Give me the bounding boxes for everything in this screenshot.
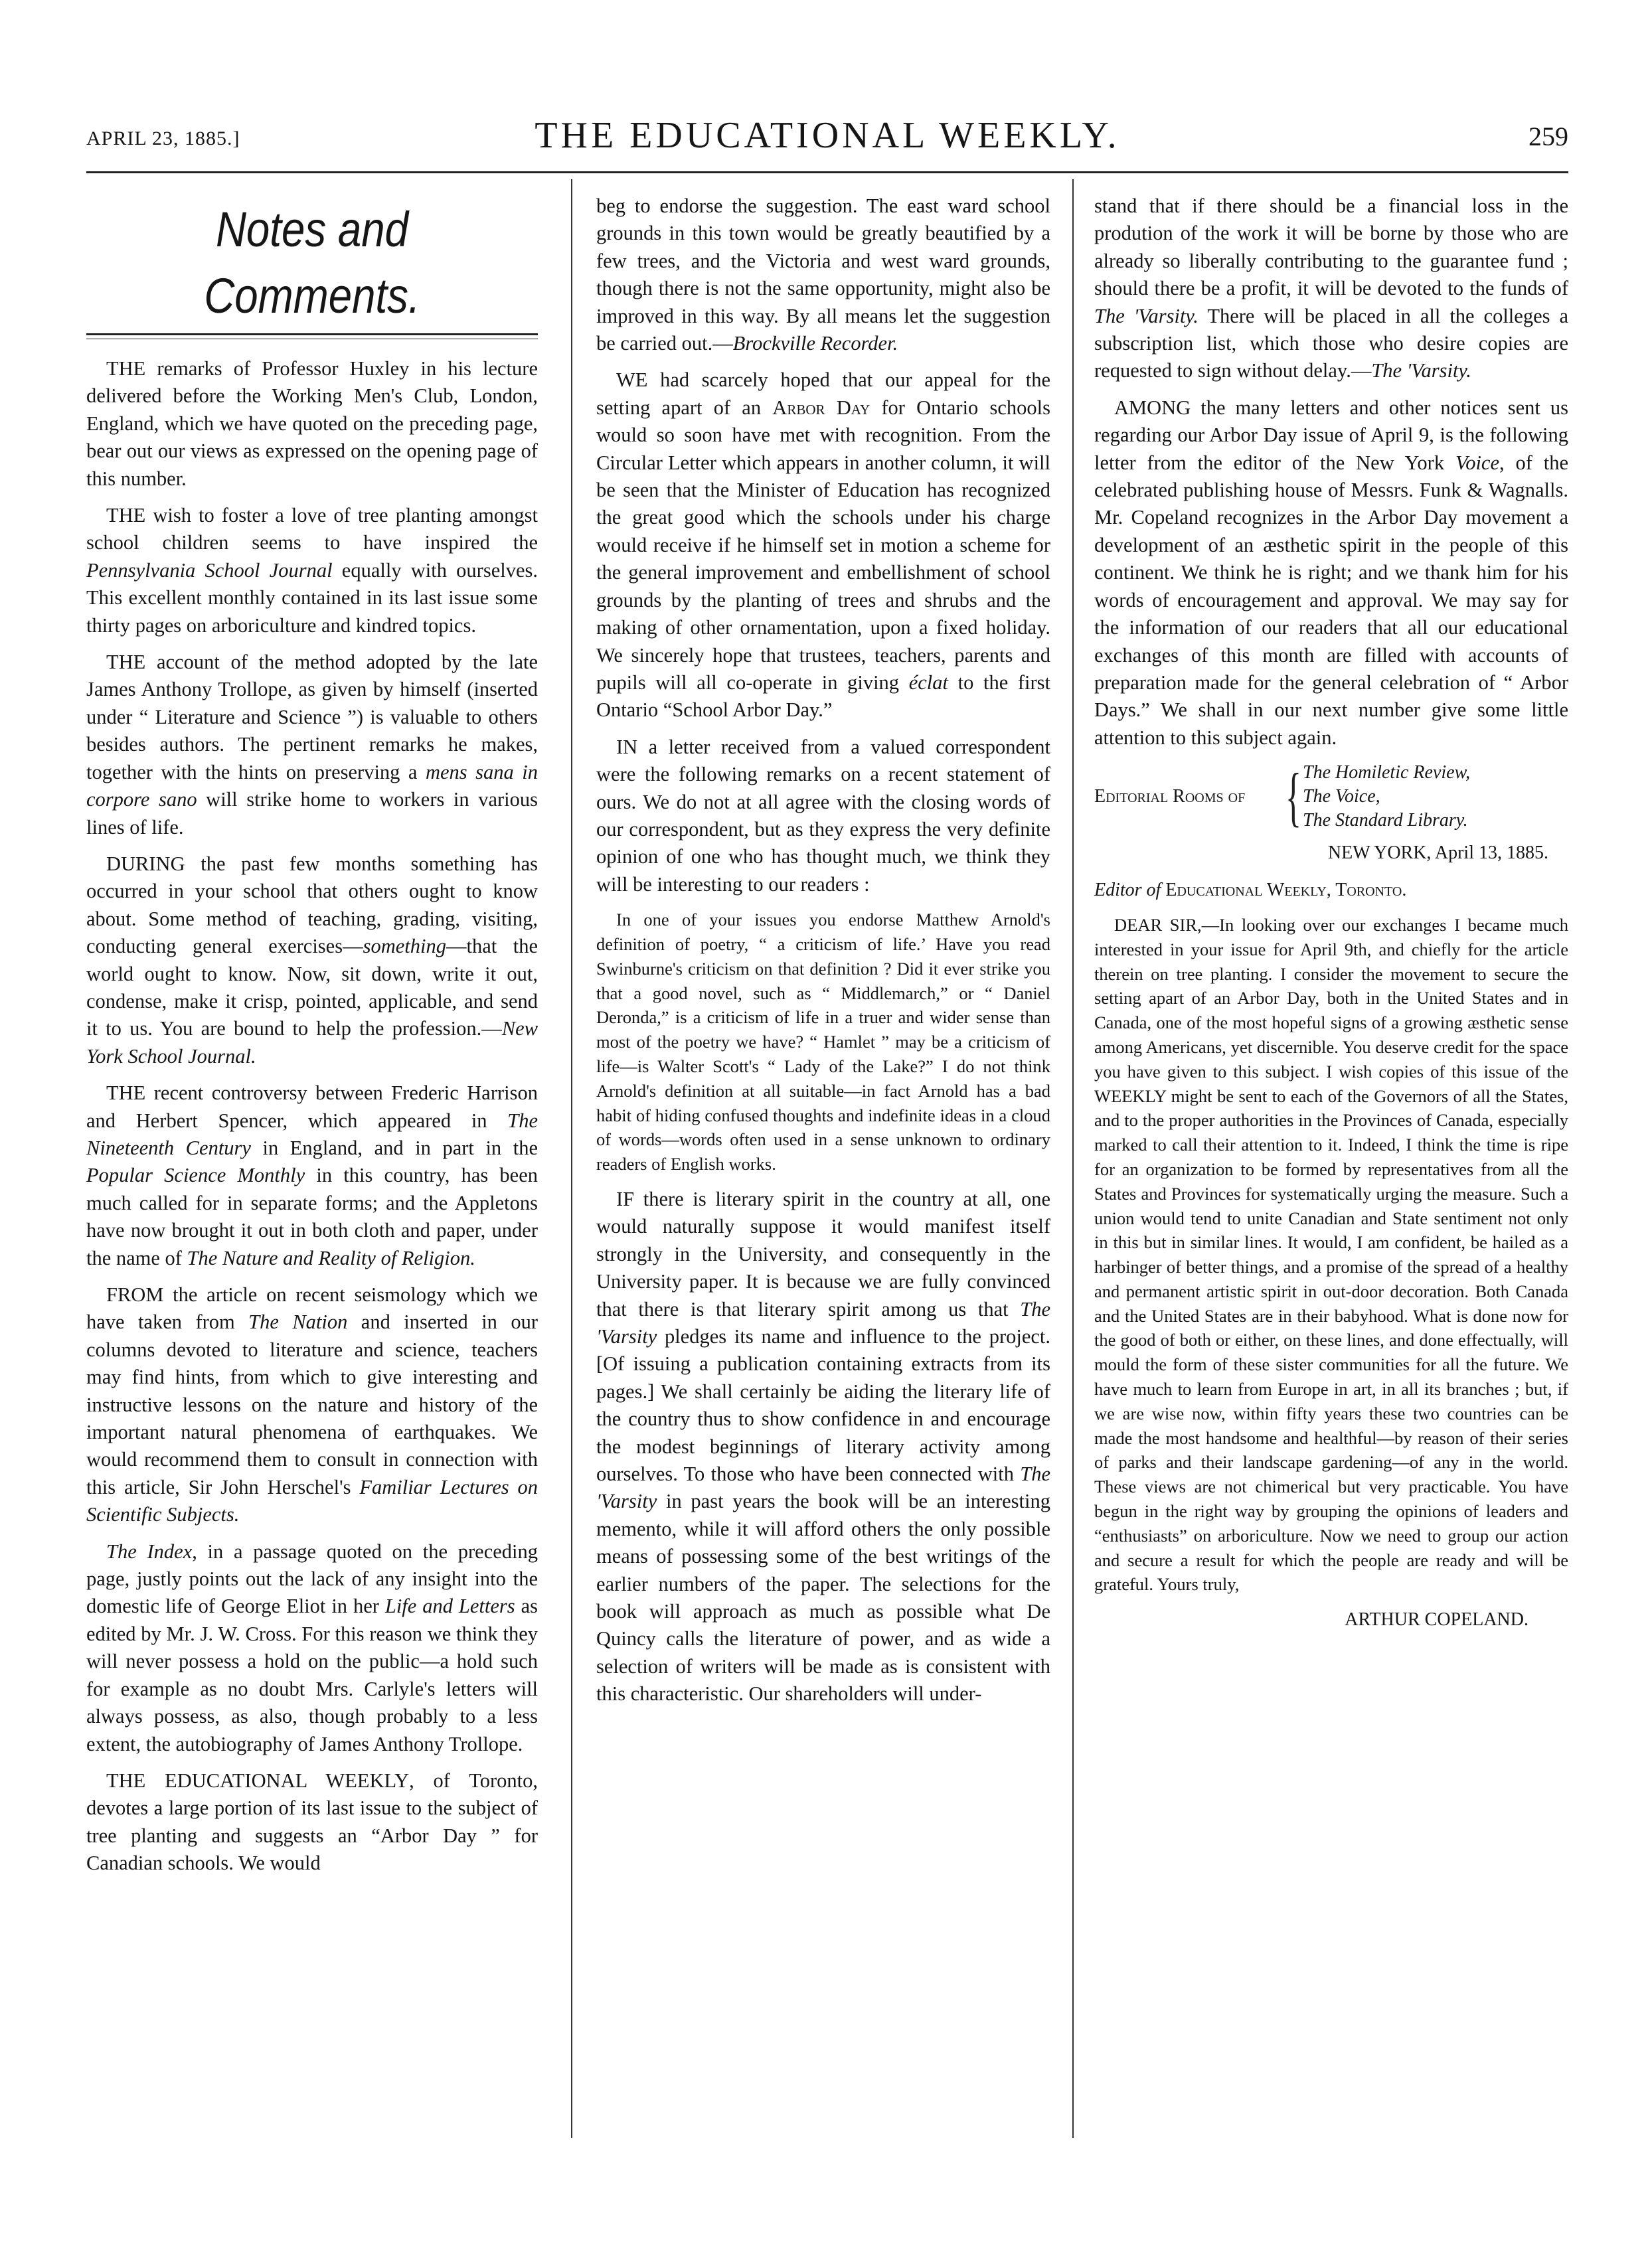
quoted-letter [596,908,1050,1176]
brace-icon: { [1285,760,1301,834]
letterhead-item: The Voice, [1303,786,1380,807]
paragraph: IN a letter received from a valued correspondent were the following remarks on a recent statement of ours. We do not at all agree with the closing words of our correspondent, but as they express the very definite opinion of one who has thought much, we think they will be interesting to our readers : [596,735,1050,896]
title-rule [86,333,538,339]
letterhead-item: The Homiletic Review, [1303,762,1471,783]
paragraph: DURING the past few months something has occurred in your school that others ought to know about. Some method of teaching, grading, visiting, conducting general exercises—something—that the world ought to know. Now, sit down, write it out, condense, make it crisp, pointed, applicable, and send it to us. You are bound to help the profession.—New York School Journal. [86,852,538,1068]
paragraph: WE had scarcely hoped that our appeal for the setting apart of an Arbor Day for Ontario schools would so soon have met with recognition. From the Circular Letter which appears in another column, it will be seen that the Minister of Education has recognized the great good which the schools under his charge would receive if he himself set in motion a scheme for the general improvement and embellishment of school grounds by the planting of trees and shrubs and the making of other ornamentation, upon a fixed holiday. We sincerely hope that trustees, teachers, parents and pupils will all co-operate in giving éclat to the first Ontario “School Arbor Day.” [596,368,1050,722]
paragraph: beg to endorse the suggestion. The east ward school grounds in this town would be greatly beautified by a few trees, and the Victoria and west ward grounds, though there is not the same opportunity, might also be improved in this way. By all means let the suggestion be carried out.—Brockville Recorder. [596,195,1050,355]
column-3 [1094,193,1568,1634]
header-rule [86,171,1568,173]
column-2 [596,193,1050,1718]
quote-text: In one of your issues you endorse Matthew Arnold's definition of poetry, “ a criticism of life.’ Have you read Swinburne's criticism on that definition ? Did it ever strike you that a good novel, such as “ Middlemarch,” or “ Daniel Deronda,” is a criticism of life in a truer and wider sense than most of the poetry we have? “ Hamlet ” may be a criticism of life—is Walter Scott's “ Lady of the Lake?” I do not think Arnold's definition at all suitable—in fact Arnold has a bad habit of hiding confused thoughts and indefinite ideas in a cloud of words—words often used in a sense unknown to ordinary readers of English works. [596,910,1050,1174]
paragraph: THE EDUCATIONAL WEEKLY, of Toronto, devotes a large portion of its last issue to the subject of tree planting and suggests an “Arbor Day ” for Canadian schools. We would [86,1769,538,1875]
letter-dateline: NEW YORK, April 13, 1885. [1327,842,1548,864]
column-divider [571,179,572,2138]
section-title: Notes and Comments. [204,202,420,323]
letter-body [1094,913,1568,1597]
paragraph: THE remarks of Professor Huxley in his lecture delivered before the Working Men's Club, London, England, which we have quoted on the preceding page, bear out our views as expressed on the opening page of this number. [86,357,538,490]
letter-addressee: Editor of Educational Weekly, Toronto. [1094,879,1407,900]
paragraph: THE account of the method adopted by the late James Anthony Trollope, as given by himself (inserted under “ Literature and Science ”) is valuable to others besides authors. The pertinent remarks he makes, together with the hints on preserving a mens sana in corpore sano will strike home to workers in various lines of life. [86,651,538,839]
issue-date: APRIL 23, 1885.] [86,127,240,149]
letterhead-list [1303,761,1470,833]
paragraph: THE wish to foster a love of tree planting amongst school children seems to have inspired the Pennsylvania School Journal equally with ourselves. This excellent monthly contained in its last issue some thirty pages on arboriculture and kindred topics. [86,504,538,637]
paragraph: The Index, in a passage quoted on the preceding page, justly points out the lack of any insight into the domestic life of George Eliot in her Life and Letters as edited by Mr. J. W. Cross. For this reason we think they will never possess a hold on the public—a hold such for example as no doubt Mrs. Carlyle's letters will always possess, as also, though probably to a less extent, the autobiography of James Anthony Trollope. [86,1540,538,1755]
paragraph: IF there is literary spirit in the country at all, one would naturally suppose it would manifest itself strongly in the University, and consequently in the University paper. It is because we are fully convinced that there is that literary spirit among us that The 'Varsity pledges its name and influence to the project. [Of issuing a publication containing extracts from its pages.] We shall certainly be aiding the literary life of the country thus to show confidence in and encourage the modest beginnings of literary activity among ourselves. To those who have been connected with The 'Varsity in past years the book will be an interesting memento, while it will afford others the only possible means of possessing some of the best writings of the earlier numbers of the paper. The selections for the book will approach as much as possible what De Quincy calls the literature of power, and as wide a selection of writers will be made as is consistent with this characteristic. Our shareholders will under- [596,1187,1050,1706]
page-header [86,114,1568,167]
letterhead-item: The Standard Library. [1303,810,1468,831]
letterhead [1094,761,1568,833]
publication-title: THE EDUCATIONAL WEEKLY. [535,115,1120,156]
letter-signature: ARTHUR COPELAND. [1345,1609,1528,1631]
paragraph: stand that if there should be a financial loss in the prodution of the work it will be borne by those who are already so liberally contributing to the guarantee fund ; should there be a profit, it will be devoted to the funds of The 'Varsity. There will be placed in all the colleges a subscription list, which those who desire copies are requested to sign without delay.—The 'Varsity. [1094,195,1568,382]
letterhead-label: Editorial Rooms of [1094,786,1246,807]
column-divider [1072,179,1074,2138]
column-1 [86,193,538,1887]
paragraph: FROM the article on recent seismology which we have taken from The Nation and inserted in our columns devoted to literature and science, teachers may find hints, from which to give interesting and instructive lessons on the nature and history of the important natural phenomena of earthquakes. We would recommend them to consult in connection with this article, Sir John Herschel's Familiar Lectures on Scientific Subjects. [86,1283,538,1526]
paragraph: THE recent controversy between Frederic Harrison and Herbert Spencer, which appeared in The Nineteenth Century in England, and in part in the Popular Science Monthly in this country, has been much called for in separate forms; and the Appletons have now brought it out in both cloth and paper, under the name of The Nature and Reality of Religion. [86,1082,538,1269]
page-number: 259 [1528,121,1568,151]
letter-text: DEAR SIR,—In looking over our exchanges I became much interested in your issue for April 9th, and chiefly for the article therein on tree planting. I consider the movement to secure the setting apart of an Arbor Day, both in the United States and in Canada, one of the most hopeful signs of a growing æsthetic sense among Americans, yet discernible. You deserve credit for the space you have given to this subject. I wish copies of this issue of the WEEKLY might be sent to each of the Governors of all the States, and to the proper authorities in the Provinces of Canada, especially marked to call their attention to it. Indeed, I think the time is ripe for an organization to be formed by representatives from all the States and Provinces for systematically urging the measure. Such a union would tend to unite Canadian and State sentiment not only in this but in similar lines. It would, I am confident, be hailed as a harbinger of better things, and a promise of the spread of a healthy and permanent artistic spirit in out-door decoration. Both Canada and the United States are in their babyhood. What is done now for the good of both or either, on these lines, and done effectually, will mould the form of these sister communities for all the future. We have much to learn from Europe in art, in all its branches ; but, if we are wise now, within fifty years these two countries can be made the most handsome and healthful—by reason of their series of parks and their landscape gardening—of any in the world. These views are not chimerical but very practicable. You have begun in the right way by grouping the opinions of leaders and “enthusiasts” on arboriculture. Now we need to group our action and secure a result for which the people are ready and will be grateful. Yours truly, [1094,914,1568,1595]
paragraph: AMONG the many letters and other notices sent us regarding our Arbor Day issue of April 9, is the following letter from the editor of the New York Voice, of the celebrated publishing house of Messrs. Funk & Wagnalls. Mr. Copeland recognizes in the Arbor Day movement a development of an æsthetic spirit in the people of this continent. We think he is right; and we thank him for his words of encouragement and approval. We may say for the information of our readers that all our educational exchanges of this month are filled with accounts of preparation made for the general celebration of “ Arbor Days.” We shall in our next number give some little attention to this subject again. [1094,396,1568,749]
